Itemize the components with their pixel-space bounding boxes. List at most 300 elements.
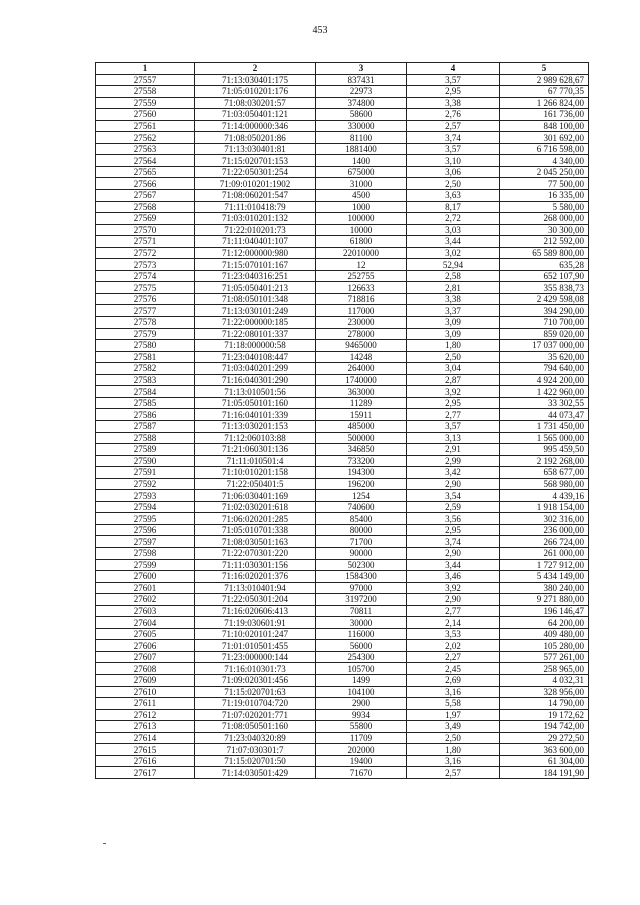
table-cell-col1: 27607	[96, 651, 195, 663]
table-cell-col2: 71:09:020301:456	[195, 674, 316, 686]
table-cell-col3: 97000	[316, 582, 407, 594]
table-row	[96, 155, 589, 167]
table-cell-col5: 658 677,00	[500, 467, 589, 479]
table-cell-col4: 3,74	[407, 132, 500, 144]
table-row	[96, 547, 589, 559]
table-cell-col1: 27593	[96, 490, 195, 502]
table-cell-col4: 3,63	[407, 190, 500, 202]
table-cell-col2: 71:08:050101:348	[195, 293, 316, 305]
table-cell-col2: 71:08:030501:163	[195, 536, 316, 548]
table-cell-col1: 27562	[96, 132, 195, 144]
table-cell-col4: 3,46	[407, 571, 500, 583]
table-row	[96, 190, 589, 202]
table-cell-col1: 27575	[96, 282, 195, 294]
table-row	[96, 374, 589, 386]
table-cell-col4: 3,13	[407, 432, 500, 444]
table-cell-col4: 3,37	[407, 305, 500, 317]
table-cell-col5: 859 020,00	[500, 328, 589, 340]
table-cell-col2: 71:22:050401:5	[195, 478, 316, 490]
table-cell-col3: 3197200	[316, 594, 407, 606]
table-cell-col4: 2,57	[407, 767, 500, 779]
table-cell-col2: 71:10:010201:158	[195, 467, 316, 479]
table-cell-col2: 71:16:040101:339	[195, 409, 316, 421]
table-cell-col1: 27566	[96, 178, 195, 190]
table-cell-col2: 71:22:050301:204	[195, 594, 316, 606]
table-cell-col1: 27584	[96, 386, 195, 398]
table-cell-col3: 837431	[316, 74, 407, 86]
table-row	[96, 201, 589, 213]
table-cell-col5: 1 731 450,00	[500, 420, 589, 432]
table-cell-col1: 27577	[96, 305, 195, 317]
table-cell-col2: 71:05:010201:176	[195, 86, 316, 98]
table-cell-col2: 71:11:030301:156	[195, 559, 316, 571]
table-cell-col1: 27602	[96, 594, 195, 606]
table-cell-col2: 71:22:010201:73	[195, 224, 316, 236]
table-cell-col3: 9465000	[316, 340, 407, 352]
table-cell-col2: 71:22:050301:254	[195, 166, 316, 178]
table-cell-col3: 30000	[316, 617, 407, 629]
table-cell-col5: 184 191,90	[500, 767, 589, 779]
table-cell-col5: 635,28	[500, 259, 589, 271]
table-row	[96, 744, 589, 756]
table-cell-col2: 71:07:020201:771	[195, 709, 316, 721]
table-cell-col5: 380 240,00	[500, 582, 589, 594]
table-cell-col5: 409 480,00	[500, 628, 589, 640]
table-cell-col5: 355 838,73	[500, 282, 589, 294]
table-cell-col5: 2 045 250,00	[500, 166, 589, 178]
table-cell-col2: 71:13:010501:56	[195, 386, 316, 398]
table-cell-col4: 3,09	[407, 328, 500, 340]
table-cell-col4: 3,57	[407, 74, 500, 86]
table-cell-col3: 500000	[316, 432, 407, 444]
table-cell-col2: 71:23:040320:89	[195, 732, 316, 744]
table-cell-col5: 16 335,00	[500, 190, 589, 202]
table-cell-col5: 30 300,00	[500, 224, 589, 236]
table-row	[96, 732, 589, 744]
table-cell-col5: 65 589 800,00	[500, 247, 589, 259]
table-row	[96, 444, 589, 456]
table-cell-col4: 2,95	[407, 524, 500, 536]
table-cell-col4: 2,50	[407, 732, 500, 744]
table-cell-col1: 27572	[96, 247, 195, 259]
table-cell-col3: 502300	[316, 559, 407, 571]
table-cell-col4: 3,38	[407, 293, 500, 305]
table-cell-col5: 5 434 149,00	[500, 571, 589, 583]
table-cell-col1: 27597	[96, 536, 195, 548]
table-row	[96, 97, 589, 109]
table-cell-col2: 71:13:030201:153	[195, 420, 316, 432]
table-cell-col1: 27571	[96, 236, 195, 248]
table-cell-col2: 71:16:040301:290	[195, 374, 316, 386]
table-cell-col3: 104100	[316, 686, 407, 698]
table-row	[96, 259, 589, 271]
table-cell-col4: 2,72	[407, 213, 500, 225]
table-cell-col3: 194300	[316, 467, 407, 479]
table-cell-col5: 4 340,00	[500, 155, 589, 167]
table-cell-col2: 71:13:010401:94	[195, 582, 316, 594]
table-cell-col2: 71:19:030601:91	[195, 617, 316, 629]
table-cell-col3: 19400	[316, 755, 407, 767]
table-row	[96, 571, 589, 583]
table-row	[96, 698, 589, 710]
table-cell-col3: 81100	[316, 132, 407, 144]
table-cell-col4: 2,27	[407, 651, 500, 663]
table-cell-col4: 2,59	[407, 501, 500, 513]
table-cell-col2: 71:22:000000:185	[195, 317, 316, 329]
table-cell-col5: 6 716 598,00	[500, 143, 589, 155]
table-row	[96, 490, 589, 502]
table-cell-col1: 27580	[96, 340, 195, 352]
table-cell-col5: 258 965,00	[500, 663, 589, 675]
table-cell-col3: 15911	[316, 409, 407, 421]
table-cell-col4: 1,80	[407, 340, 500, 352]
table-cell-col1: 27578	[96, 317, 195, 329]
table-cell-col2: 71:22:070301:220	[195, 547, 316, 559]
table-row	[96, 467, 589, 479]
table-cell-col4: 2,95	[407, 397, 500, 409]
table-cell-col5: 4 924 200,00	[500, 374, 589, 386]
table-row	[96, 709, 589, 721]
table-row	[96, 213, 589, 225]
table-cell-col5: 301 692,00	[500, 132, 589, 144]
table-row	[96, 178, 589, 190]
table-cell-col4: 2,45	[407, 663, 500, 675]
table-cell-col5: 2 989 628,67	[500, 74, 589, 86]
table-cell-col4: 2,50	[407, 178, 500, 190]
table-cell-col4: 3,38	[407, 97, 500, 109]
table-cell-col3: 71670	[316, 767, 407, 779]
table-cell-col4: 2,95	[407, 86, 500, 98]
column-header-2: 2	[195, 63, 316, 75]
table-cell-col1: 27608	[96, 663, 195, 675]
table-row	[96, 340, 589, 352]
table-cell-col3: 85400	[316, 513, 407, 525]
table-row	[96, 420, 589, 432]
table-cell-col3: 71700	[316, 536, 407, 548]
table-cell-col4: 3,74	[407, 536, 500, 548]
table-cell-col4: 2,90	[407, 547, 500, 559]
table-row	[96, 386, 589, 398]
table-row	[96, 455, 589, 467]
column-header-3: 3	[316, 63, 407, 75]
table-cell-col2: 71:08:050501:160	[195, 721, 316, 733]
table-cell-col3: 485000	[316, 420, 407, 432]
table-cell-col4: 2,02	[407, 640, 500, 652]
table-row	[96, 524, 589, 536]
table-cell-col3: 2900	[316, 698, 407, 710]
table-cell-col5: 161 736,00	[500, 109, 589, 121]
table-cell-col5: 302 316,00	[500, 513, 589, 525]
table-cell-col1: 27557	[96, 74, 195, 86]
table-row	[96, 501, 589, 513]
table-cell-col4: 3,16	[407, 686, 500, 698]
table-cell-col4: 2,57	[407, 120, 500, 132]
table-cell-col5: 9 271 880,00	[500, 594, 589, 606]
table-cell-col2: 71:14:000000:346	[195, 120, 316, 132]
table-cell-col4: 1,97	[407, 709, 500, 721]
table-cell-col1: 27568	[96, 201, 195, 213]
table-cell-col4: 2,77	[407, 409, 500, 421]
table-cell-col5: 363 600,00	[500, 744, 589, 756]
page-number: 453	[312, 25, 328, 36]
table-cell-col5: 61 304,00	[500, 755, 589, 767]
table-cell-col3: 126633	[316, 282, 407, 294]
table-cell-col1: 27611	[96, 698, 195, 710]
table-row	[96, 120, 589, 132]
table-cell-col2: 71:13:030101:249	[195, 305, 316, 317]
table-cell-col3: 4500	[316, 190, 407, 202]
table-row	[96, 351, 589, 363]
table-cell-col1: 27558	[96, 86, 195, 98]
table-cell-col5: 33 302,55	[500, 397, 589, 409]
table-cell-col3: 100000	[316, 213, 407, 225]
table-cell-col3: 202000	[316, 744, 407, 756]
table-cell-col4: 2,69	[407, 674, 500, 686]
table-row	[96, 317, 589, 329]
table-cell-col3: 1740000	[316, 374, 407, 386]
table-cell-col1: 27567	[96, 190, 195, 202]
table-cell-col1: 27609	[96, 674, 195, 686]
table-cell-col4: 3,49	[407, 721, 500, 733]
table-cell-col3: 733200	[316, 455, 407, 467]
table-row	[96, 74, 589, 86]
table-cell-col1: 27605	[96, 628, 195, 640]
table-cell-col5: 261 000,00	[500, 547, 589, 559]
table-cell-col2: 71:08:060201:547	[195, 190, 316, 202]
table-cell-col2: 71:16:010301:73	[195, 663, 316, 675]
table-cell-col3: 264000	[316, 363, 407, 375]
table-cell-col5: 77 500,00	[500, 178, 589, 190]
table-cell-col1: 27574	[96, 270, 195, 282]
table-cell-col3: 61800	[316, 236, 407, 248]
table-row	[96, 132, 589, 144]
table-cell-col1: 27601	[96, 582, 195, 594]
table-cell-col4: 3,02	[407, 247, 500, 259]
table-cell-col5: 577 261,00	[500, 651, 589, 663]
table-cell-col5: 29 272,50	[500, 732, 589, 744]
table-cell-col1: 27614	[96, 732, 195, 744]
table-cell-col1: 27560	[96, 109, 195, 121]
table-cell-col2: 71:15:020701:63	[195, 686, 316, 698]
table-row	[96, 166, 589, 178]
table-cell-col5: 995 459,50	[500, 444, 589, 456]
table-cell-col3: 1000	[316, 201, 407, 213]
table-row	[96, 224, 589, 236]
table-cell-col3: 374800	[316, 97, 407, 109]
table-cell-col3: 80000	[316, 524, 407, 536]
table-cell-col3: 105700	[316, 663, 407, 675]
table-cell-col5: 67 770,35	[500, 86, 589, 98]
table-cell-col3: 363000	[316, 386, 407, 398]
table-header-row	[96, 63, 589, 75]
table-cell-col4: 1,80	[407, 744, 500, 756]
table-row	[96, 363, 589, 375]
table-cell-col1: 27579	[96, 328, 195, 340]
table-cell-col2: 71:07:030301:7	[195, 744, 316, 756]
table-cell-col2: 71:08:030201:57	[195, 97, 316, 109]
table-row	[96, 651, 589, 663]
table-cell-col5: 64 200,00	[500, 617, 589, 629]
table-cell-col5: 1 918 154,00	[500, 501, 589, 513]
table-cell-col3: 116000	[316, 628, 407, 640]
table-cell-col1: 27591	[96, 467, 195, 479]
table-row	[96, 594, 589, 606]
table-row	[96, 767, 589, 779]
table-cell-col4: 3,53	[407, 628, 500, 640]
column-header-4: 4	[407, 63, 500, 75]
table-cell-col1: 27588	[96, 432, 195, 444]
table-row	[96, 236, 589, 248]
table-cell-col2: 71:06:030401:169	[195, 490, 316, 502]
table-cell-col2: 71:12:060103:88	[195, 432, 316, 444]
table-row	[96, 478, 589, 490]
table-cell-col2: 71:03:040201:299	[195, 363, 316, 375]
table-cell-col1: 27565	[96, 166, 195, 178]
table-cell-col5: 1 422 960,00	[500, 386, 589, 398]
table-row	[96, 582, 589, 594]
table-cell-col2: 71:05:050401:213	[195, 282, 316, 294]
table-cell-col1: 27598	[96, 547, 195, 559]
table-cell-col1: 27561	[96, 120, 195, 132]
table-cell-col4: 2,77	[407, 605, 500, 617]
table-cell-col5: 1 565 000,00	[500, 432, 589, 444]
table-cell-col3: 1254	[316, 490, 407, 502]
table-cell-col3: 1881400	[316, 143, 407, 155]
table-row	[96, 721, 589, 733]
table-cell-col1: 27590	[96, 455, 195, 467]
table-cell-col3: 9934	[316, 709, 407, 721]
table-cell-col4: 3,92	[407, 386, 500, 398]
table-cell-col4: 2,91	[407, 444, 500, 456]
table-cell-col5: 105 280,00	[500, 640, 589, 652]
table-cell-col3: 14248	[316, 351, 407, 363]
table-cell-col2: 71:15:020701:50	[195, 755, 316, 767]
table-cell-col4: 2,58	[407, 270, 500, 282]
table-cell-col3: 22973	[316, 86, 407, 98]
table-cell-col1: 27615	[96, 744, 195, 756]
table-cell-col5: 652 107,90	[500, 270, 589, 282]
table-row	[96, 282, 589, 294]
table-row	[96, 640, 589, 652]
table-row	[96, 328, 589, 340]
table-cell-col3: 675000	[316, 166, 407, 178]
table-cell-col1: 27592	[96, 478, 195, 490]
table-cell-col5: 266 724,00	[500, 536, 589, 548]
table-cell-col2: 71:08:050201:86	[195, 132, 316, 144]
table-cell-col1: 27600	[96, 571, 195, 583]
table-cell-col5: 2 192 268,00	[500, 455, 589, 467]
table-cell-col2: 71:23:000000:144	[195, 651, 316, 663]
table-cell-col5: 848 100,00	[500, 120, 589, 132]
table-row	[96, 513, 589, 525]
table-cell-col1: 27587	[96, 420, 195, 432]
table-cell-col2: 71:15:070101:167	[195, 259, 316, 271]
table-cell-col4: 2,90	[407, 594, 500, 606]
table-cell-col3: 117000	[316, 305, 407, 317]
table-cell-col4: 2,76	[407, 109, 500, 121]
table-cell-col3: 58600	[316, 109, 407, 121]
table-cell-col2: 71:11:010418:79	[195, 201, 316, 213]
table-cell-col4: 3,57	[407, 143, 500, 155]
table-cell-col3: 70811	[316, 605, 407, 617]
table-cell-col4: 3,09	[407, 317, 500, 329]
table-row	[96, 605, 589, 617]
table-cell-col2: 71:06:020201:285	[195, 513, 316, 525]
table-cell-col4: 3,57	[407, 420, 500, 432]
table-cell-col1: 27610	[96, 686, 195, 698]
table-cell-col4: 3,54	[407, 490, 500, 502]
table-row	[96, 755, 589, 767]
table-cell-col5: 568 980,00	[500, 478, 589, 490]
table-cell-col1: 27613	[96, 721, 195, 733]
table-cell-col2: 71:01:010501:455	[195, 640, 316, 652]
table-cell-col5: 328 956,00	[500, 686, 589, 698]
table-cell-col1: 27596	[96, 524, 195, 536]
table-cell-col5: 35 620,00	[500, 351, 589, 363]
table-cell-col2: 71:18:000000:58	[195, 340, 316, 352]
table-cell-col3: 11289	[316, 397, 407, 409]
table-cell-col2: 71:19:010704:720	[195, 698, 316, 710]
table-cell-col3: 1400	[316, 155, 407, 167]
table-cell-col2: 71:05:050101:160	[195, 397, 316, 409]
table-cell-col2: 71:02:030201:618	[195, 501, 316, 513]
table-row	[96, 628, 589, 640]
table-row	[96, 270, 589, 282]
table-cell-col1: 27617	[96, 767, 195, 779]
table-cell-col3: 740600	[316, 501, 407, 513]
table-cell-col1: 27585	[96, 397, 195, 409]
table-cell-col4: 2,81	[407, 282, 500, 294]
table-cell-col1: 27576	[96, 293, 195, 305]
table-row	[96, 617, 589, 629]
table-cell-col3: 346850	[316, 444, 407, 456]
table-cell-col1: 27595	[96, 513, 195, 525]
table-cell-col5: 268 000,00	[500, 213, 589, 225]
table-cell-col4: 8,17	[407, 201, 500, 213]
table-cell-col3: 22010000	[316, 247, 407, 259]
table-cell-col5: 19 172,62	[500, 709, 589, 721]
table-cell-col3: 31000	[316, 178, 407, 190]
table-cell-col3: 252755	[316, 270, 407, 282]
table-cell-col2: 71:21:060301:136	[195, 444, 316, 456]
table-cell-col4: 3,16	[407, 755, 500, 767]
table-cell-col2: 71:14:030501:429	[195, 767, 316, 779]
table-row	[96, 109, 589, 121]
table-cell-col1: 27569	[96, 213, 195, 225]
table-cell-col1: 27599	[96, 559, 195, 571]
scan-speck	[103, 843, 106, 844]
table-cell-col2: 71:03:010201:132	[195, 213, 316, 225]
table-cell-col2: 71:13:030401:81	[195, 143, 316, 155]
table-cell-col2: 71:10:020101:247	[195, 628, 316, 640]
table-cell-col5: 4 032,31	[500, 674, 589, 686]
table-cell-col1: 27563	[96, 143, 195, 155]
table-cell-col1: 27604	[96, 617, 195, 629]
table-cell-col2: 71:16:020606:413	[195, 605, 316, 617]
table-cell-col1: 27586	[96, 409, 195, 421]
table-cell-col5: 710 700,00	[500, 317, 589, 329]
table-cell-col5: 17 037 000,00	[500, 340, 589, 352]
column-header-1: 1	[96, 63, 195, 75]
table-cell-col5: 5 580,00	[500, 201, 589, 213]
table-cell-col5: 196 146,47	[500, 605, 589, 617]
table-cell-col5: 794 640,00	[500, 363, 589, 375]
table-cell-col1: 27583	[96, 374, 195, 386]
table-cell-col5: 194 742,00	[500, 721, 589, 733]
table-row	[96, 293, 589, 305]
table-cell-col3: 56000	[316, 640, 407, 652]
table-row	[96, 409, 589, 421]
